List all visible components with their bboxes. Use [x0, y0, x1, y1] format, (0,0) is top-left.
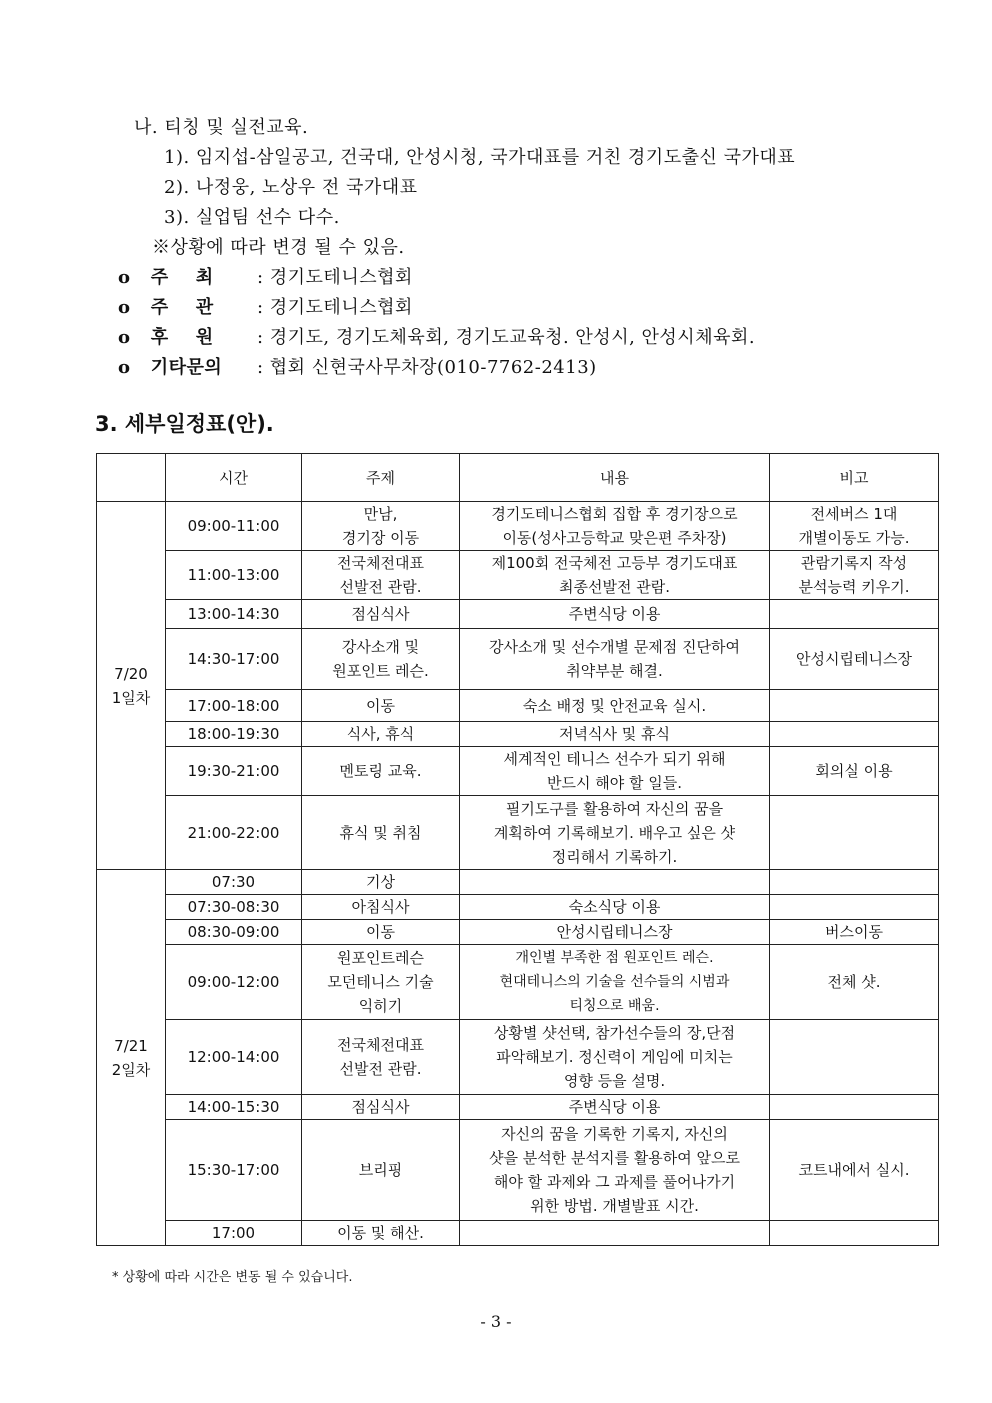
table-row: [97, 945, 939, 1020]
topic-cell: 이동: [302, 690, 460, 722]
table-row: [97, 1020, 939, 1095]
topic-cell: 원포인트레슨 모던테니스 기술 익히기: [302, 945, 460, 1020]
notice-line: ※상황에 따라 변경 될 수 있음.: [152, 237, 405, 258]
note-cell: [770, 870, 939, 895]
time-cell: 07:30-08:30: [166, 895, 302, 920]
note-cell: [770, 796, 939, 870]
sub-item-1: 1). 임지섭-삼일공고, 건국대, 안성시청, 국가대표를 거친 경기도출신 국가대표: [164, 147, 796, 168]
time-cell: 18:00-19:30: [166, 722, 302, 747]
table-row: [97, 920, 939, 945]
time-cell: 15:30-17:00: [166, 1120, 302, 1221]
content-cell: 개인별 부족한 점 원포인트 레슨. 현대테니스의 기술을 선수들의 시범과 티칭으로 배움.: [460, 945, 770, 1020]
header-content: 내용: [460, 454, 770, 502]
content-cell: 저녁식사 및 휴식: [460, 722, 770, 747]
sub-item-3: 3). 실업팀 선수 다수.: [164, 207, 340, 228]
time-cell: 07:30: [166, 870, 302, 895]
table-row: [97, 722, 939, 747]
topic-cell: 휴식 및 취침: [302, 796, 460, 870]
time-cell: 14:30-17:00: [166, 629, 302, 690]
table-row: [97, 870, 939, 895]
topic-cell: 이동: [302, 920, 460, 945]
time-cell: 12:00-14:00: [166, 1020, 302, 1095]
content-cell: 숙소식당 이용: [460, 895, 770, 920]
time-cell: 14:00-15:30: [166, 1095, 302, 1120]
info-bullet: o: [118, 357, 131, 378]
page-number: - 3 -: [480, 1312, 512, 1331]
table-row: [97, 1120, 939, 1221]
topic-cell: 멘토링 교육.: [302, 747, 460, 796]
info-value: : 경기도, 경기도체육회, 경기도교육청. 안성시, 안성시체육회.: [256, 327, 756, 348]
table-row: [97, 502, 939, 551]
info-bullet: o: [118, 327, 131, 348]
info-label: 주 관: [150, 297, 214, 318]
info-label: 주 최: [150, 267, 214, 288]
content-cell: 세계적인 테니스 선수가 되기 위해 반드시 해야 할 일들.: [460, 747, 770, 796]
table-row: [97, 629, 939, 690]
content-cell: [460, 1221, 770, 1246]
content-cell: 필기도구를 활용하여 자신의 꿈을 계획하여 기록해보기. 배우고 싶은 샷 정리해서 기록하기.: [460, 796, 770, 870]
time-cell: 21:00-22:00: [166, 796, 302, 870]
section-title: 3. 세부일정표(안).: [95, 412, 274, 436]
content-cell: 숙소 배정 및 안전교육 실시.: [460, 690, 770, 722]
note-cell: [770, 895, 939, 920]
info-value: : 경기도테니스협회: [256, 297, 413, 318]
note-cell: 전체 샷.: [770, 945, 939, 1020]
topic-cell: 점심식사: [302, 600, 460, 629]
info-contact: [118, 356, 597, 380]
info-bullet: o: [118, 297, 131, 318]
note-cell: 관람기록지 작성 분석능력 키우기.: [770, 551, 939, 600]
info-value: : 경기도테니스협회: [256, 267, 413, 288]
time-cell: 09:00-11:00: [166, 502, 302, 551]
table-row: [97, 747, 939, 796]
day-label: 7/20 1일차: [97, 502, 166, 870]
table-row: [97, 551, 939, 600]
note-cell: 버스이동: [770, 920, 939, 945]
topic-cell: 아침식사: [302, 895, 460, 920]
note-cell: [770, 690, 939, 722]
content-cell: 상황별 샷선택, 참가선수들의 장,단점 파악해보기. 정신력이 게임에 미치는 영향 등을 설명.: [460, 1020, 770, 1095]
topic-cell: 점심식사: [302, 1095, 460, 1120]
header-time: 시간: [166, 454, 302, 502]
table-row: [97, 796, 939, 870]
day-label: 7/21 2일차: [97, 870, 166, 1246]
content-cell: 자신의 꿈을 기록한 기록지, 자신의 샷을 분석한 분석지를 활용하여 앞으로 해야 할 과제와 그 과제를 풀어나가기 위한 방법. 개별발표 시간.: [460, 1120, 770, 1221]
content-cell: 주변식당 이용: [460, 600, 770, 629]
note-cell: 안성시립테니스장: [770, 629, 939, 690]
topic-cell: 브리핑: [302, 1120, 460, 1221]
header-day: [97, 454, 166, 502]
info-value: : 협회 신현국사무차장(010-7762-2413): [256, 357, 597, 378]
content-cell: 강사소개 및 선수개별 문제점 진단하여 취약부분 해결.: [460, 629, 770, 690]
note-cell: 회의실 이용: [770, 747, 939, 796]
info-host: [118, 266, 413, 290]
table-row: [97, 1095, 939, 1120]
sub-item-2: 2). 나정웅, 노상우 전 국가대표: [164, 177, 418, 198]
table-row: [97, 690, 939, 722]
topic-cell: 전국체전대표 선발전 관람.: [302, 551, 460, 600]
time-cell: 09:00-12:00: [166, 945, 302, 1020]
note-cell: 코트내에서 실시.: [770, 1120, 939, 1221]
topic-cell: 기상: [302, 870, 460, 895]
content-cell: 제100회 전국체전 고등부 경기도대표 최종선발전 관람.: [460, 551, 770, 600]
info-label: 기타문의: [150, 357, 223, 378]
note-cell: [770, 1020, 939, 1095]
note-cell: [770, 1095, 939, 1120]
info-sponsor: [118, 326, 755, 350]
content-cell: 경기도테니스협회 집합 후 경기장으로 이동(성사고등학교 맞은편 주차장): [460, 502, 770, 551]
item-na: 나. 티칭 및 실전교육.: [134, 117, 309, 138]
note-cell: [770, 722, 939, 747]
time-cell: 13:00-14:30: [166, 600, 302, 629]
topic-cell: 만남, 경기장 이동: [302, 502, 460, 551]
info-organizer: [118, 296, 413, 320]
note-cell: [770, 600, 939, 629]
footnote: * 상황에 따라 시간은 변동 될 수 있습니다.: [112, 1270, 353, 1285]
time-cell: 08:30-09:00: [166, 920, 302, 945]
table-row: [97, 600, 939, 629]
info-bullet: o: [118, 267, 131, 288]
content-cell: 주변식당 이용: [460, 1095, 770, 1120]
topic-cell: 전국체전대표 선발전 관람.: [302, 1020, 460, 1095]
note-cell: [770, 1221, 939, 1246]
time-cell: 17:00: [166, 1221, 302, 1246]
note-cell: 전세버스 1대 개별이동도 가능.: [770, 502, 939, 551]
time-cell: 11:00-13:00: [166, 551, 302, 600]
content-cell: [460, 870, 770, 895]
table-header-row: [97, 454, 939, 502]
table-row: [97, 1221, 939, 1246]
info-label: 후 원: [150, 327, 214, 348]
content-cell: 안성시립테니스장: [460, 920, 770, 945]
table-row: [97, 895, 939, 920]
topic-cell: 이동 및 해산.: [302, 1221, 460, 1246]
schedule-table: [96, 453, 939, 1246]
header-note: 비고: [770, 454, 939, 502]
header-topic: 주제: [302, 454, 460, 502]
time-cell: 19:30-21:00: [166, 747, 302, 796]
topic-cell: 식사, 휴식: [302, 722, 460, 747]
time-cell: 17:00-18:00: [166, 690, 302, 722]
topic-cell: 강사소개 및 원포인트 레슨.: [302, 629, 460, 690]
